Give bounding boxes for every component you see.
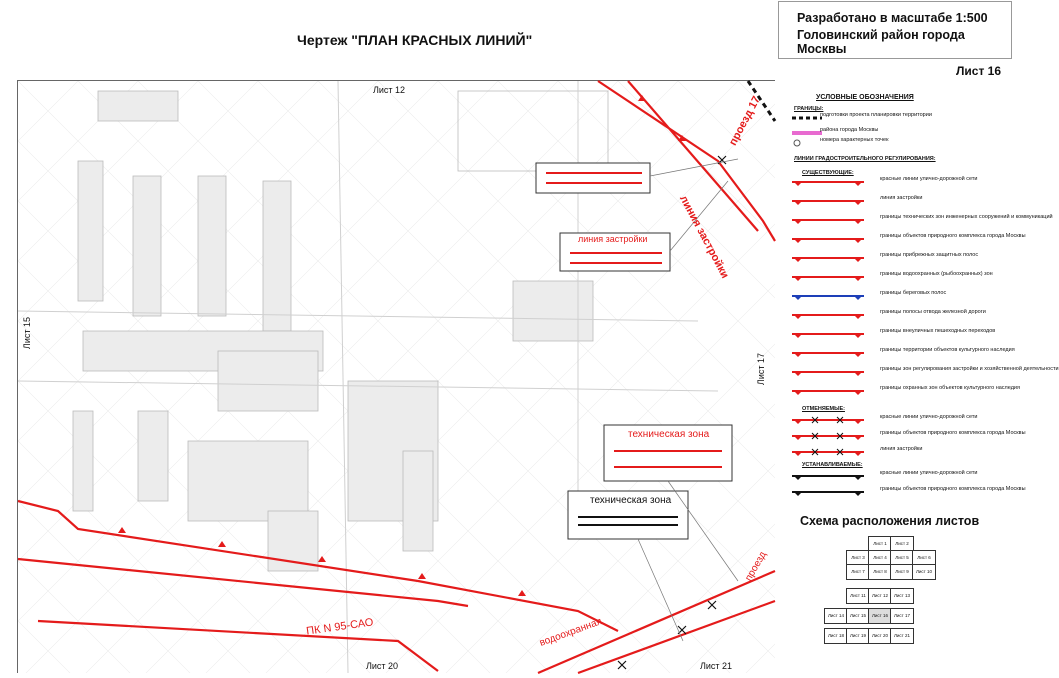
drawing-title: Чертеж "ПЛАН КРАСНЫХ ЛИНИЙ" xyxy=(297,32,533,48)
legend-row: границы технических зон инженерных сооружений и коммуникаций xyxy=(782,214,1008,226)
schema-cell[interactable]: Лист 3 xyxy=(846,550,870,566)
legend-row: границы охранных зон объектов культурного наследия xyxy=(782,385,1008,397)
schema-cell[interactable]: Лист 10 xyxy=(912,564,936,580)
schema-cell[interactable]: Лист 6 xyxy=(912,550,936,566)
neighbor-sheet-right[interactable]: Лист 17 xyxy=(756,353,766,386)
schema-cell[interactable]: Лист 9 xyxy=(890,564,914,580)
legend-row: линия застройки xyxy=(782,446,1008,458)
schema-cell[interactable]: Лист 4 xyxy=(868,550,892,566)
proezd-label: проезд 17 xyxy=(727,94,763,148)
district-line: Головинский район города Москвы xyxy=(797,28,965,56)
legend-row: границы зон регулирования застройки и хозяйственной деятельности xyxy=(782,366,1008,378)
legend-row: границы объектов природного комплекса города Москвы xyxy=(782,430,1008,442)
schema-cell[interactable]: Лист 18 xyxy=(824,628,848,644)
schema-cell[interactable]: Лист 13 xyxy=(890,588,914,604)
legend-row: линия застройки xyxy=(782,195,1008,207)
legend-row: границы водоохранных (рыбоохранных) зон xyxy=(782,271,1008,283)
map-canvas[interactable] xyxy=(17,80,775,673)
build-line-label: линия застройки xyxy=(677,193,731,281)
map-drawing xyxy=(18,81,775,673)
legend-cancelled-head: ОТМЕНЯЕМЫЕ: xyxy=(802,406,845,412)
pk-label: ПК N 95-САО xyxy=(305,616,375,638)
legend-regulation-head: ЛИНИИ ГРАДОСТРОИТЕЛЬНОГО РЕГУЛИРОВАНИЯ: xyxy=(794,156,936,162)
neighbor-sheet-left[interactable]: Лист 15 xyxy=(22,317,32,350)
schema-cell[interactable]: Лист 12 xyxy=(868,588,892,604)
legend-row: красные линии улично-дорожной сети xyxy=(782,470,1008,482)
schema-cell[interactable]: Лист 1 xyxy=(868,536,892,552)
water-zone-label: водоохранная xyxy=(538,616,604,649)
legend-row: границы территории объектов культурного наследия xyxy=(782,347,1008,359)
legend-established-head: УСТАНАВЛИВАЕМЫЕ: xyxy=(802,462,863,468)
schema-cell[interactable]: Лист 17 xyxy=(890,608,914,624)
legend-boundaries-head: ГРАНИЦЫ: xyxy=(794,106,824,112)
legend-row: границы внеуличных пешеходных переходов xyxy=(782,328,1008,340)
neighbor-sheet-bottom-left[interactable]: Лист 20 xyxy=(366,661,399,671)
title-block xyxy=(778,1,1012,59)
schema-cell[interactable]: Лист 15 xyxy=(846,608,870,624)
sheet-layout-schema xyxy=(822,536,952,666)
schema-cell[interactable]: Лист 2 xyxy=(890,536,914,552)
schema-cell[interactable]: Лист 7 xyxy=(846,564,870,580)
scale-line: Разработано в масштабе 1:500 xyxy=(797,11,988,25)
callout-build-line: линия застройки xyxy=(578,234,648,244)
legend-row: красные линии улично-дорожной сети xyxy=(782,414,1008,426)
neighbor-sheet-top[interactable]: Лист 12 xyxy=(373,85,406,95)
legend-row: красные линии улично-дорожной сети xyxy=(782,176,1008,188)
schema-cell[interactable]: Лист 14 xyxy=(824,608,848,624)
proezd-bottom-label: проезд xyxy=(743,549,769,584)
schema-cell[interactable]: Лист 21 xyxy=(890,628,914,644)
schema-cell[interactable]: Лист 19 xyxy=(846,628,870,644)
sheet-number: Лист 16 xyxy=(956,64,1002,78)
legend-row: номера характерных точек xyxy=(782,137,1008,149)
schema-cell[interactable]: Лист 20 xyxy=(868,628,892,644)
legend-row: границы объектов природного комплекса города Москвы xyxy=(782,486,1008,498)
legend-row: подготовки проекта планировки территории xyxy=(820,112,932,118)
legend-row: границы полосы отвода железной дороги xyxy=(782,309,1008,321)
neighbor-sheet-bottom-right[interactable]: Лист 21 xyxy=(700,661,733,671)
schema-title: Схема расположения листов xyxy=(800,514,980,528)
schema-cell[interactable]: Лист 8 xyxy=(868,564,892,580)
legend-row: границы объектов природного комплекса города Москвы xyxy=(782,233,1008,245)
callout-tech-zone-red: техническая зона xyxy=(628,429,710,440)
schema-cell[interactable]: Лист 16 xyxy=(868,608,892,624)
schema-cell[interactable]: Лист 5 xyxy=(890,550,914,566)
legend-row: района города Москвы xyxy=(820,127,879,133)
legend-row: границы прибрежных защитных полос xyxy=(782,252,1008,264)
legend-existing-head: СУЩЕСТВУЮЩИЕ: xyxy=(802,170,854,176)
callout-tech-zone-black: техническая зона xyxy=(590,495,672,506)
schema-cell[interactable]: Лист 11 xyxy=(846,588,870,604)
legend-title: УСЛОВНЫЕ ОБОЗНАЧЕНИЯ xyxy=(816,94,914,101)
legend-row: границы береговых полос xyxy=(782,290,1008,302)
